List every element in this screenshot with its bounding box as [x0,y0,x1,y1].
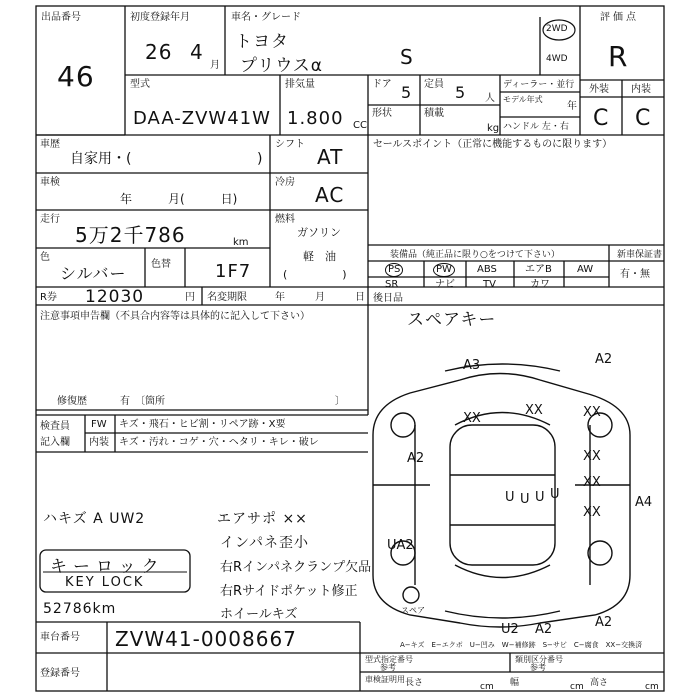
interior-grade: C [635,106,652,131]
model-year-label: モデル年式 [503,95,543,104]
drive-4wd: 4WD [546,54,568,64]
lot-number-value: 46 [57,60,95,93]
color-label: 色 [40,252,50,263]
door-value: 5 [401,83,413,102]
vehicle-make: トヨタ [235,32,289,52]
height-label: 高さ [590,678,609,688]
fuel-label: 燃料 [275,214,295,225]
equip-aw: AW [577,264,594,275]
damage-mark: U2 [501,622,519,637]
class-ref: 参考 [530,663,546,672]
color-value: シルバー [60,264,127,283]
equip-leather: カワ [530,279,550,290]
vehicle-model: プリウスα [240,56,324,76]
displacement-value: 1.800 [287,108,344,129]
name-change-label: 名変期限 [207,292,247,303]
aircon-label: 冷房 [275,177,295,188]
warranty-label: 新車保証書 [617,250,663,260]
exterior-grade: C [593,106,610,131]
notes-label: 注意事項申告欄（不具合内容等は具体的に記入して下さい） [40,311,310,322]
damage-mark: XX [463,411,481,426]
exterior-label: 外装 [589,84,609,95]
fw-label: FW [91,419,107,430]
damage-mark: U [520,492,530,507]
interior-codes: キズ・汚れ・コゲ・穴・ヘタリ・キレ・破レ [119,437,319,448]
recycle-label: R券 [40,292,57,303]
equip-navi: ナビ [435,279,455,290]
damage-mark: A2 [595,615,613,630]
equipment-label: 装備品（純正品に限り○をつけて下さい） [390,250,560,260]
history-value: 自家用・( [70,151,132,167]
equip-ps: PS [385,263,403,277]
door-label: ドア [372,79,392,90]
shift-value: AT [317,145,344,169]
damage-mark: XX [583,449,601,464]
interior-label: 内装 [631,84,651,95]
displacement-unit: CC [353,120,367,131]
spare-tire-label: スペア [401,606,425,615]
lot-number-label: 出品番号 [41,12,81,23]
capacity-label: 定員 [424,79,444,90]
mileage-value: 5万2千786 [75,223,186,247]
inspector-entry-label: 記入欄 [40,437,70,448]
damage-mark: A4 [635,495,653,510]
equip-airbag: エアB [525,264,552,275]
chassis-value: ZVW41-0008667 [115,627,297,651]
capacity-value: 5 [455,83,467,102]
year-unit: 年 [567,101,577,112]
load-label: 積載 [424,108,444,119]
registration-number-label: 登録番号 [40,668,80,679]
vehicle-name-label: 車名・グレード [231,12,301,23]
fuel-diesel: 軽 油 [303,250,336,263]
recycle-unit: 円 [185,292,195,303]
aircon-value: AC [315,183,345,207]
remark-mileage: 52786km [43,601,117,617]
recolor-label: 色替 [151,259,171,270]
shift-label: シフト [275,139,305,150]
type-spec-ref: 参考 [380,663,396,672]
equip-abs: ABS [477,264,497,275]
equip-pw: PW [433,263,455,277]
history-close: ) [257,151,263,167]
handle-label: ハンドル 左・右 [503,122,569,132]
remark-right-3: 右Rインパネクランプ欠品 [220,560,372,575]
drive-2wd: 2WD [546,24,568,34]
repair-history-close: 〕 [335,396,345,407]
width-unit: cm [570,682,584,692]
shape-label: 形状 [372,108,392,119]
damage-mark: A2 [595,352,613,367]
key-lock-en: KEY LOCK [65,575,145,590]
vehicle-grade: S [400,45,414,69]
length-label: 長さ [405,678,424,688]
remark-right-4: 右Rサイドポケット修正 [220,584,358,599]
registration-month-unit: 月 [210,60,220,71]
damage-legend: A−キズ E−エクボ U−凹み W−補修跡 S−サビ C−腐食 XX−交換済 [400,641,643,649]
height-unit: cm [645,682,659,692]
fuel-other: ( ) [283,268,347,281]
damage-mark: A2 [407,451,425,466]
dealer-label: ディーラー・並行 [503,80,575,90]
width-label: 幅 [510,678,520,688]
repair-history-value: 有 〔箇所 [120,396,165,407]
key-lock-jp: キーロック [50,557,165,577]
damage-mark: U [505,490,515,505]
equip-sr: SR [385,279,399,290]
remark-left-1: ハキズ A UW2 [43,511,146,527]
damage-mark: U [550,487,560,502]
registration-year: 26 [145,40,173,64]
remark-right-1: エアサポ ×× [217,511,308,527]
fw-codes: キズ・飛石・ヒビ割・リペア跡・X要 [119,419,286,430]
registration-month: 4 [190,40,204,64]
history-label: 車歴 [40,139,60,150]
model-type-label: 型式 [130,79,150,90]
displacement-label: 排気量 [285,79,315,90]
inspection-label: 車検 [40,177,60,188]
load-unit: kg [487,123,500,134]
length-unit: cm [480,682,494,692]
repair-history-label: 修復歴 [57,396,87,407]
damage-mark: A2 [535,622,553,637]
inspection-value: 年 月( 日) [120,192,238,206]
damage-mark: UA2 [387,538,414,553]
equip-tv: TV [483,279,496,290]
type-spec-label: 型式指定番号 [365,655,413,664]
damage-mark: XX [525,403,543,418]
inspector-label: 検査員 [40,421,70,432]
aftermarket-label: 後日品 [373,293,403,304]
car-diagram [373,364,630,627]
mileage-label: 走行 [40,214,60,225]
interior-codes-label: 内装 [89,437,109,448]
remark-right-2: インパネ歪小 [220,535,310,551]
recycle-value: 12030 [85,287,145,307]
first-registration-label: 初度登録年月 [130,12,190,23]
sales-point-label: セールスポイント（正常に機能するものに限ります） [373,139,613,150]
damage-mark: XX [583,505,601,520]
cert-label: 車検証明用 [365,675,405,684]
score-label: 評価点 [600,12,639,23]
damage-mark: XX [583,475,601,490]
damage-mark: XX [583,405,601,420]
model-type-value: DAA-ZVW41W [133,108,271,129]
auction-sheet [35,5,665,693]
remark-right-5: ホイールキズ [220,607,298,622]
fuel-gasoline: ガソリン [297,226,341,239]
color-code: 1F7 [215,261,252,282]
chassis-label: 車台番号 [40,632,80,643]
damage-mark: U [535,490,545,505]
name-change-value: 年 月 日 [275,292,365,303]
capacity-unit: 人 [485,93,495,104]
aftermarket-value: スペアキー [407,310,497,330]
damage-mark: A3 [463,358,481,373]
warranty-value: 有・無 [620,269,650,280]
mileage-unit: km [233,237,249,248]
class-label: 類別区分番号 [515,655,563,664]
score-value: R [608,40,629,73]
